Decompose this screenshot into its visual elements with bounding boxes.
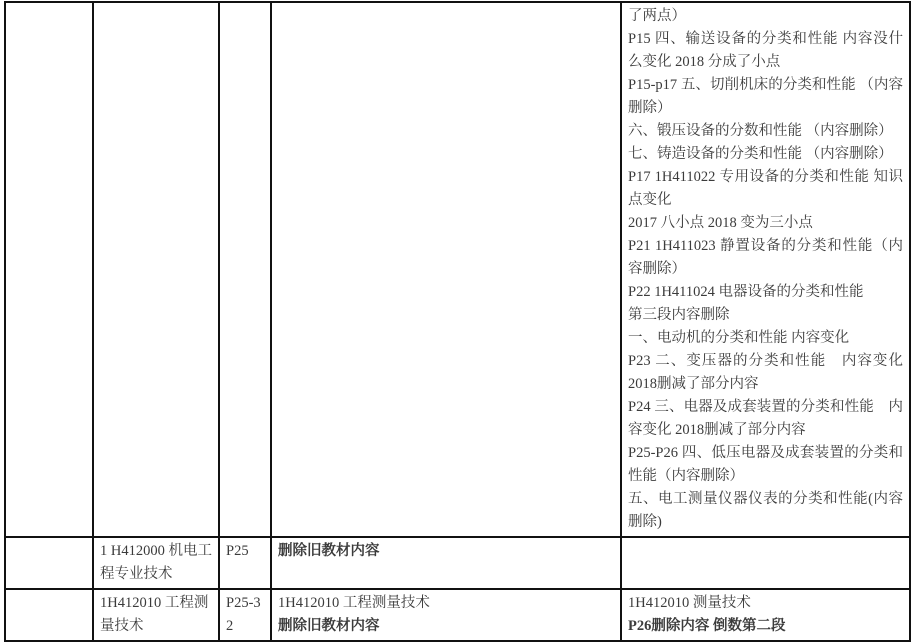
- change-note: P24 三、电器及成套装置的分类和性能 内容变化 2018删减了部分内容: [628, 399, 903, 438]
- change-note: P23 二、变压器的分类和性能 内容变化 2018删减了部分内容: [628, 353, 903, 392]
- table-row-1: [5, 2, 910, 537]
- change-note: P17 1H411022 专用设备的分类和性能 知识点变化: [628, 169, 903, 208]
- section-cell: [93, 2, 219, 537]
- new-content-cell: [621, 589, 910, 641]
- new-content-cell: [621, 537, 910, 589]
- new-content-title: 1H412010 测量技术: [628, 595, 751, 611]
- change-note: P22 1H411024 电器设备的分类和性能: [628, 284, 864, 300]
- new-content-cell: [621, 2, 910, 537]
- old-content-cell: [271, 2, 621, 537]
- section-cell: 1 H412000 机电工程专业技术: [93, 537, 219, 589]
- change-note: 了两点）: [628, 8, 686, 24]
- change-note: 六、锻压设备的分数和性能 （内容删除）: [628, 123, 893, 139]
- old-content-note: 删除旧教材内容: [278, 618, 380, 634]
- section-cell: 1H412010 工程测量技术: [93, 589, 219, 641]
- change-note: P15-p17 五、切削机床的分类和性能 （内容删除）: [628, 77, 903, 116]
- old-content-title: 1H412010 工程测量技术: [278, 595, 430, 611]
- chapter-cell: [5, 2, 93, 537]
- table-row-3: [5, 589, 910, 641]
- change-note: P25-P26 四、低压电器及成套装置的分类和性能（内容删除）: [628, 445, 903, 484]
- page-cell: P25-32: [219, 589, 271, 641]
- change-note: 一、电动机的分类和性能 内容变化: [628, 330, 850, 346]
- change-note: P21 1H411023 静置设备的分类和性能（内容删除）: [628, 238, 903, 277]
- chapter-cell: [5, 589, 93, 641]
- old-content-cell: [271, 537, 621, 589]
- old-content-note: 删除旧教材内容: [278, 543, 380, 559]
- change-note: 第三段内容删除: [628, 307, 730, 323]
- table-row-2: [5, 537, 910, 589]
- page-cell: P25: [219, 537, 271, 589]
- textbook-revision-table: [4, 1, 911, 642]
- new-content-note: P26删除内容 倒数第二段: [628, 618, 786, 634]
- old-content-cell: [271, 589, 621, 641]
- change-note: P15 四、输送设备的分类和性能 内容没什么变化 2018 分成了小点: [628, 31, 903, 70]
- chapter-cell: [5, 537, 93, 589]
- change-note: 五、电工测量仪器仪表的分类和性能(内容删除): [628, 491, 903, 530]
- page-cell: [219, 2, 271, 537]
- change-note: 七、铸造设备的分类和性能 （内容删除）: [628, 146, 893, 162]
- change-note: 2017 八小点 2018 变为三小点: [628, 215, 813, 231]
